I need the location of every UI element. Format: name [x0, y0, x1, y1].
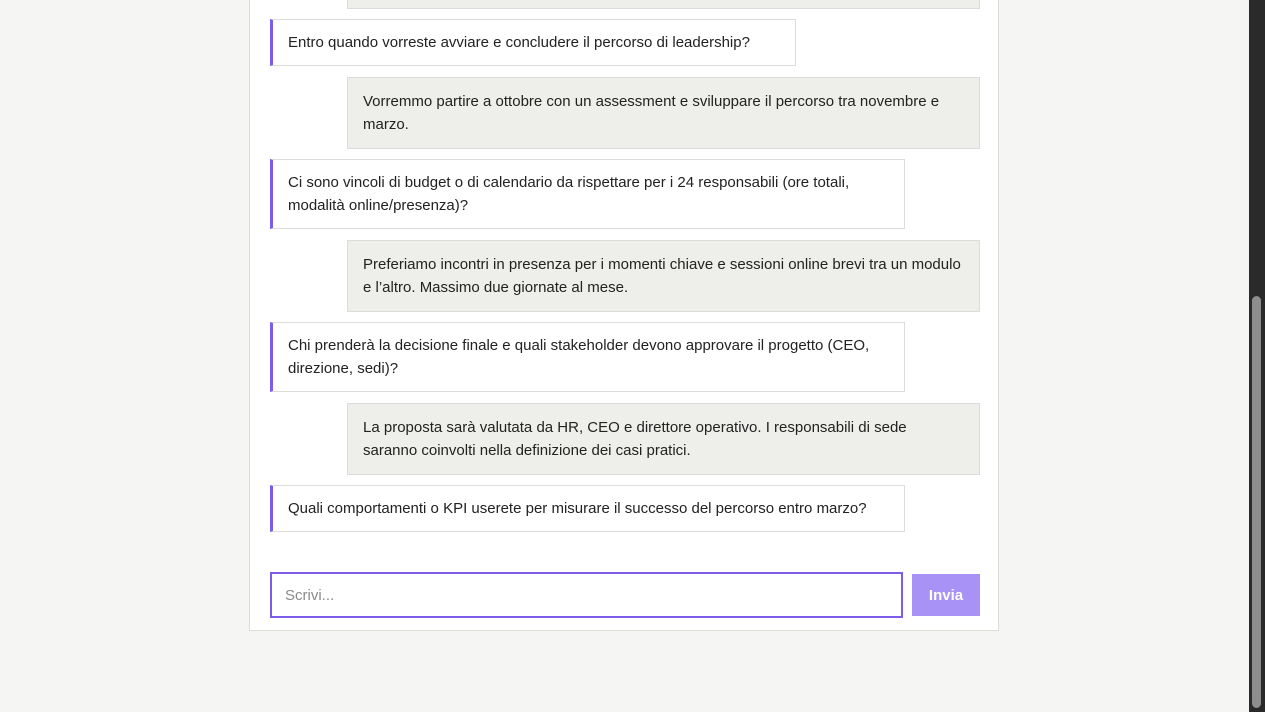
message-composer	[270, 572, 980, 618]
coach-question: Entro quando vorreste avviare e concludere il percorso di leadership?	[270, 19, 796, 66]
client-answer: Preferiamo incontri in presenza per i momenti chiave e sessioni online brevi tra un modulo e l’altro. Massimo due giornate al mese.	[347, 240, 980, 312]
page-scrollbar[interactable]	[1249, 0, 1265, 712]
coach-question: Chi prenderà la decisione finale e quali stakeholder devono approvare il progetto (CEO, direzione, sedi)?	[270, 322, 905, 392]
send-button[interactable]: Invia	[912, 574, 980, 616]
previous-answer-bubble	[347, 0, 980, 9]
scrollbar-thumb[interactable]	[1252, 296, 1261, 708]
chat-panel	[249, 0, 999, 631]
coach-question: Ci sono vincoli di budget o di calendario da rispettare per i 24 responsabili (ore totali, modalità online/presenza)?	[270, 159, 905, 229]
client-answer: Vorremmo partire a ottobre con un assessment e sviluppare il percorso tra novembre e marzo.	[347, 77, 980, 149]
coach-question: Quali comportamenti o KPI userete per misurare il successo del percorso entro marzo?	[270, 485, 905, 532]
message-input[interactable]	[270, 572, 903, 618]
client-answer: La proposta sarà valutata da HR, CEO e direttore operativo. I responsabili di sede saranno coinvolti nella definizione dei casi pratici.	[347, 403, 980, 475]
